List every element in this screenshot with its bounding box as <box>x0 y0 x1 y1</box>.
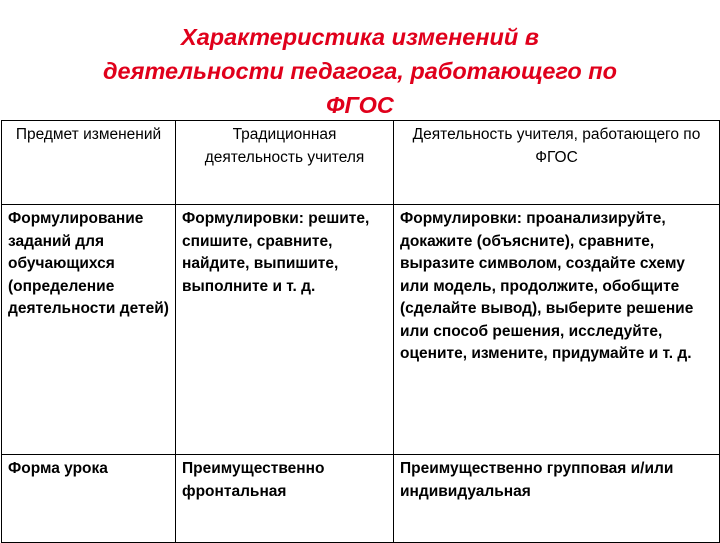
header-traditional: Традиционная деятельность учителя <box>176 121 394 205</box>
cell-subject: Форма урока <box>2 455 176 543</box>
cell-fgos: Формулировки: проанализируйте, докажите (объясните), сравните, выразите символом, создайте схему или модель, продолжите, обобщите (сделайте вывод), выберите решение или способ решения, исследуйте, оцените, измените, придумайте и т. д. <box>394 205 720 455</box>
cell-traditional: Преимущественно фронтальная <box>176 455 394 543</box>
cell-fgos: Преимущественно групповая и/или индивидуальная <box>394 455 720 543</box>
cell-subject: Формулирование заданий для обучающихся (определение деятельности детей) <box>2 205 176 455</box>
title-line-3: ФГОС <box>326 92 394 118</box>
comparison-table <box>1 120 720 543</box>
table-header-row <box>2 121 720 205</box>
title-line-1: Характеристика изменений в <box>181 24 539 50</box>
table-row <box>2 455 720 543</box>
header-fgos: Деятельность учителя, работающего по ФГОС <box>394 121 720 205</box>
header-subject: Предмет изменений <box>2 121 176 205</box>
title-line-2: деятельности педагога, работающего по <box>103 58 617 84</box>
cell-traditional: Формулировки: решите, спишите, сравните, найдите, выпишите, выполните и т. д. <box>176 205 394 455</box>
table-row <box>2 205 720 455</box>
slide-title <box>40 20 680 122</box>
